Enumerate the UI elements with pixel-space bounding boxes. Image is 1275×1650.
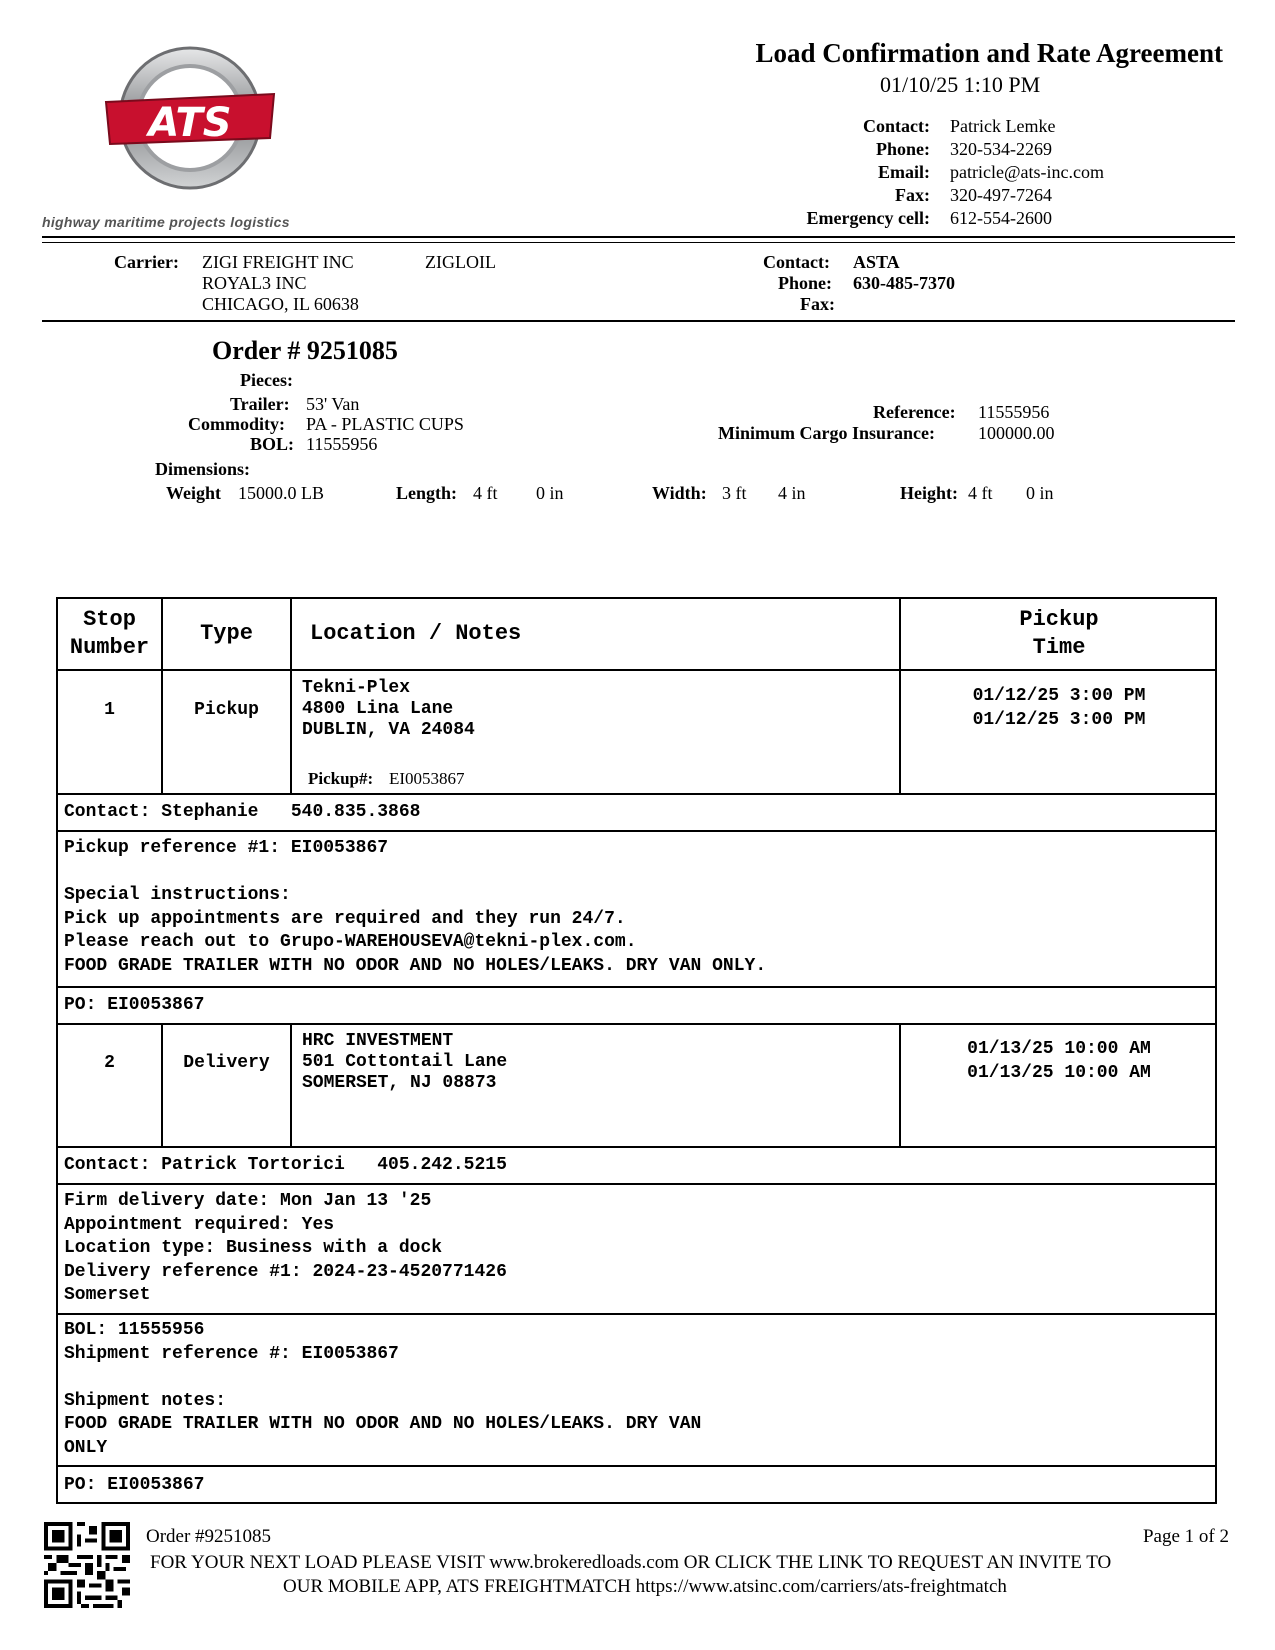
- pieces-label: Pieces:: [240, 370, 293, 390]
- footer-page-number: Page 1 of 2: [1142, 1526, 1229, 1547]
- width-in: 4 in: [778, 483, 806, 503]
- width-label: Width:: [652, 483, 707, 503]
- email-link[interactable]: patricle@ats-inc.com: [950, 162, 1105, 182]
- stop-2-type: Delivery: [183, 1053, 270, 1073]
- col-header-location: Location / Notes: [310, 621, 522, 646]
- stop-1-notes: Pickup reference #1: EI0053867 Special instructions: Pick up appointments are required and they run 24/7. Please reach out to Grupo-WAREHOUSEVA@tekni-plex.com. FOOD GRADE TRAILER WITH NO ODOR AND NO HOLES/LEAKS. DRY VAN ONLY.: [64, 838, 767, 976]
- weight-label: Weight: [166, 483, 222, 503]
- length-in: 0 in: [536, 483, 564, 503]
- carrier-address-line3: CHICAGO, IL 60638: [202, 294, 359, 314]
- weight-value: 15000.0 LB: [238, 483, 325, 503]
- header-divider: [42, 236, 1235, 238]
- stop-2-notes: Firm delivery date: Mon Jan 13 '25 Appointment required: Yes Location type: Business with a dock Delivery reference #1: 2024-23-4520771426 Somerset: [64, 1191, 507, 1306]
- stop-2-location: HRC INVESTMENT 501 Cottontail Lane SOMERSET, NJ 08873: [302, 1031, 508, 1093]
- commodity-value: PA - PLASTIC CUPS: [306, 414, 464, 434]
- carrier-address-line2: ROYAL3 INC: [202, 273, 307, 293]
- stop-2-number: 2: [104, 1053, 115, 1073]
- height-in: 0 in: [1026, 483, 1054, 503]
- emergency-value: 612-554-2600: [950, 208, 1052, 228]
- qr-code-icon[interactable]: [44, 1522, 130, 1608]
- stops-table: [56, 597, 1217, 1504]
- carrier-divider: [42, 320, 1235, 322]
- stop-1-pickup-label: Pickup#:: [308, 769, 374, 788]
- stop-1-type: Pickup: [194, 700, 259, 720]
- height-label: Height:: [900, 483, 958, 503]
- footer-promo-line-1[interactable]: FOR YOUR NEXT LOAD PLEASE VISIT www.brokeredloads.com OR CLICK THE LINK TO REQUEST AN INVITE TO: [150, 1552, 1112, 1573]
- stop-1-time-2: 01/12/25 3:00 PM: [972, 710, 1146, 730]
- reference-label: Reference:: [873, 402, 956, 422]
- trailer-label: Trailer:: [230, 394, 290, 414]
- carrier-contact-label: Contact:: [763, 252, 830, 272]
- insurance-label: Minimum Cargo Insurance:: [718, 423, 935, 443]
- length-ft: 4 ft: [473, 483, 498, 503]
- footer-order-number: Order #9251085: [146, 1526, 272, 1547]
- carrier-name: ZIGI FREIGHT INC: [202, 252, 354, 272]
- stop-2-time-2: 01/13/25 10:00 AM: [967, 1063, 1151, 1083]
- fax-label: Fax:: [895, 185, 930, 205]
- insurance-value: 100000.00: [978, 423, 1055, 443]
- phone-label: Phone:: [876, 139, 930, 159]
- carrier-contact-value: ASTA: [853, 252, 900, 272]
- footer-promo-line-2[interactable]: OUR MOBILE APP, ATS FREIGHTMATCH https://www.atsinc.com/carriers/ats-freightmatch: [283, 1576, 1007, 1597]
- height-ft: 4 ft: [968, 483, 993, 503]
- stop-1-pickup-number: EI0053867: [389, 769, 465, 788]
- contact-label: Contact:: [863, 116, 930, 136]
- stop-2-time-1: 01/13/25 10:00 AM: [967, 1039, 1151, 1059]
- emergency-label: Emergency cell:: [806, 208, 930, 228]
- col-header-time: Pickup Time: [1019, 607, 1099, 660]
- bol-value: 11555956: [306, 434, 378, 454]
- logo-text: ATS: [148, 100, 232, 146]
- carrier-fax-label: Fax:: [800, 294, 835, 314]
- contact-value: Patrick Lemke: [950, 116, 1056, 136]
- col-header-stop: Stop Number: [69, 607, 150, 660]
- stop-2-contact: Contact: Patrick Tortorici 405.242.5215: [64, 1155, 507, 1175]
- stop-1-number: 1: [104, 700, 115, 720]
- fax-value: 320-497-7264: [950, 185, 1052, 205]
- stop-2-shipment-notes: BOL: 11555956 Shipment reference #: EI0053867 Shipment notes: FOOD GRADE TRAILER WITH NO ODOR AND NO HOLES/LEAKS. DRY VAN ONLY: [64, 1320, 702, 1458]
- reference-value: 11555956: [978, 402, 1050, 422]
- stop-1-location: Tekni-Plex 4800 Lina Lane DUBLIN, VA 24084: [302, 678, 475, 740]
- carrier-phone-value: 630-485-7370: [853, 273, 955, 293]
- page-title: Load Confirmation and Rate Agreement: [755, 38, 1223, 68]
- tagline: highway maritime projects logistics: [42, 214, 290, 230]
- width-ft: 3 ft: [722, 483, 747, 503]
- stop-1-po: PO: EI0053867: [64, 995, 205, 1015]
- carrier-label: Carrier:: [114, 252, 179, 272]
- stop-1-time-1: 01/12/25 3:00 PM: [972, 686, 1146, 706]
- document-date: 01/10/25 1:10 PM: [880, 72, 1041, 97]
- trailer-value: 53' Van: [306, 394, 360, 414]
- header-divider-thin: [42, 242, 1235, 243]
- email-label: Email:: [878, 162, 930, 182]
- stop-2-po: PO: EI0053867: [64, 1475, 205, 1495]
- commodity-label: Commodity:: [188, 414, 285, 434]
- dimensions-label: Dimensions:: [155, 459, 251, 479]
- carrier-phone-label: Phone:: [778, 273, 832, 293]
- stop-1-contact: Contact: Stephanie 540.835.3868: [64, 802, 421, 822]
- phone-value: 320-534-2269: [950, 139, 1052, 159]
- ats-logo: [100, 44, 280, 192]
- order-number: Order # 9251085: [212, 336, 398, 365]
- carrier-code: ZIGLOIL: [425, 252, 496, 272]
- col-header-type: Type: [200, 621, 253, 646]
- length-label: Length:: [396, 483, 458, 503]
- bol-label: BOL:: [250, 434, 295, 454]
